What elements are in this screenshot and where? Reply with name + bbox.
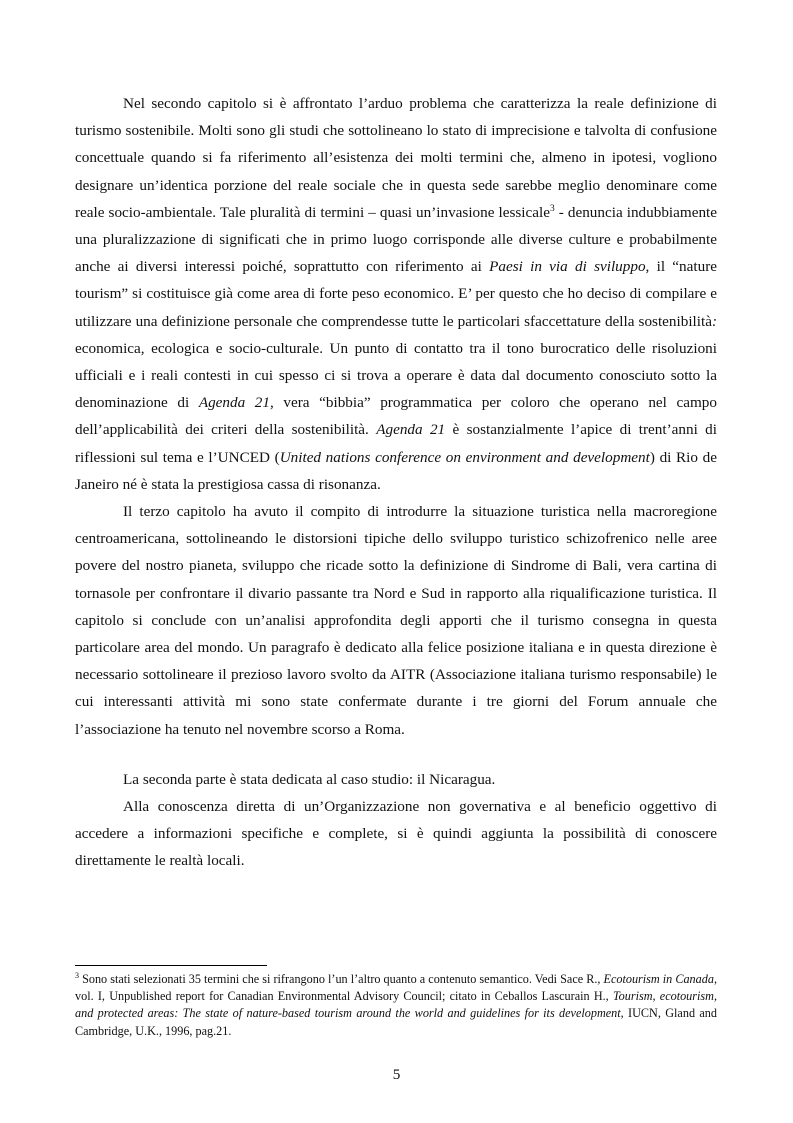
footnote-separator [75,965,267,966]
paragraph-chapter-three: Il terzo capitolo ha avuto il compito di introdurre la situazione turistica nella macroregione centroamericana, sottolineando le distorsioni tipiche dello sviluppo turistico schizofrenico nelle aree povere del nostro pianeta, sviluppo che ricade sotto la definizione di Sindrome di Bali, vera cartina di tornasole per confrontare il divario passante tra Nord e Sud in rapporto alla riqualificazione turistica. Il capitolo si conclude con un’analisi approfondita degli apporti che il turismo consegna in questa particolare area del mondo. Un paragrafo è dedicato alla felice posizione italiana e in questa direzione è necessario sottolineare il prezioso lavoro svolto da AITR (Associazione italiana turismo responsabile) le cui interessanti attività mi sono state confermate durante i tre giorni del Forum annuale che l’associazione ha tenuto nel novembre scorso a Roma. [75,503,717,738]
footnote-3: $^3$ Sono stati selezionati 35 termini che si rifrangono l’un l’altro quanto a contenuto semantico. Vedi Sace R., Ecotourism in Canada, vol. I, Unpublished report for Canadian Environmental Advisory Council; citato in Ceballos Lascurain H., Tourism, ecotourism, and protected areas: The state of nature-based tourism around the world and guidelines for its development, IUCN, Gland and Cambridge, U.K., 1996, pag.21. [75,970,717,1038]
paragraph-second-part: La seconda parte è stata dedicata al caso studio: il Nicaragua. [123,770,496,788]
footnote-reference[interactable]: 3 [549,203,555,214]
paragraph-ngo: Alla conoscenza diretta di un’Organizzazione non governativa e al beneficio oggettivo di accedere a informazioni specifiche e complete, si è quindi aggiunta la possibilità di conoscere direttamente le realtà locali. [75,798,717,870]
paragraph-gap [75,743,717,766]
page-number: 5 [392,1066,401,1083]
footnote-marker: 3 [75,970,79,980]
paragraph-chapter-two: Nel secondo capitolo si è affrontato l’arduo problema che caratterizza la reale definizione di turismo sostenibile. Molti sono gli studi che sottolineano lo stato di imprecisione e talvolta di confusione concettuale quando si fa riferimento all’esistenza dei molti termini che, almeno in ipotesi, vogliono designare un’identica porzione del reale sociale che in questa sede sarebbe meglio denominare come reale socio-ambientale. Tale pluralità di termini – quasi un’invasione lessicale$^3$ - denuncia indubbiamente una pluralizzazione di significati che in primo luogo corrisponde alle diverse culture e probabilmente anche ai diversi interessi poiché, soprattutto con riferimento ai Paesi in via di sviluppo, il “nature tourism” si costituisce già come area di forte peso economico. E’ per questo che ho deciso di compilare e utilizzare una definizione personale che comprendesse tutte le particolari sfaccettature della sostenibilità: economica, ecologica e socio-culturale. Un punto di contatto tra il tono burocratico delle risoluzioni ufficiali e i reali contesti in cui spesso ci si trova a operare è data dal documento conosciuto sotto la denominazione di Agenda 21, vera “bibbia” programmatica per coloro che operano nel campo dell’applicabilità dei criteri della sostenibilità. Agenda 21 è sostanzialmente l’apice di trent’anni di riflessioni sul tema e l’UNCED (United nations conference on environment and development) di Rio de Janeiro né è stata la prestigiosa cassa di risonanza. [75,95,717,493]
body-text [75,90,717,875]
